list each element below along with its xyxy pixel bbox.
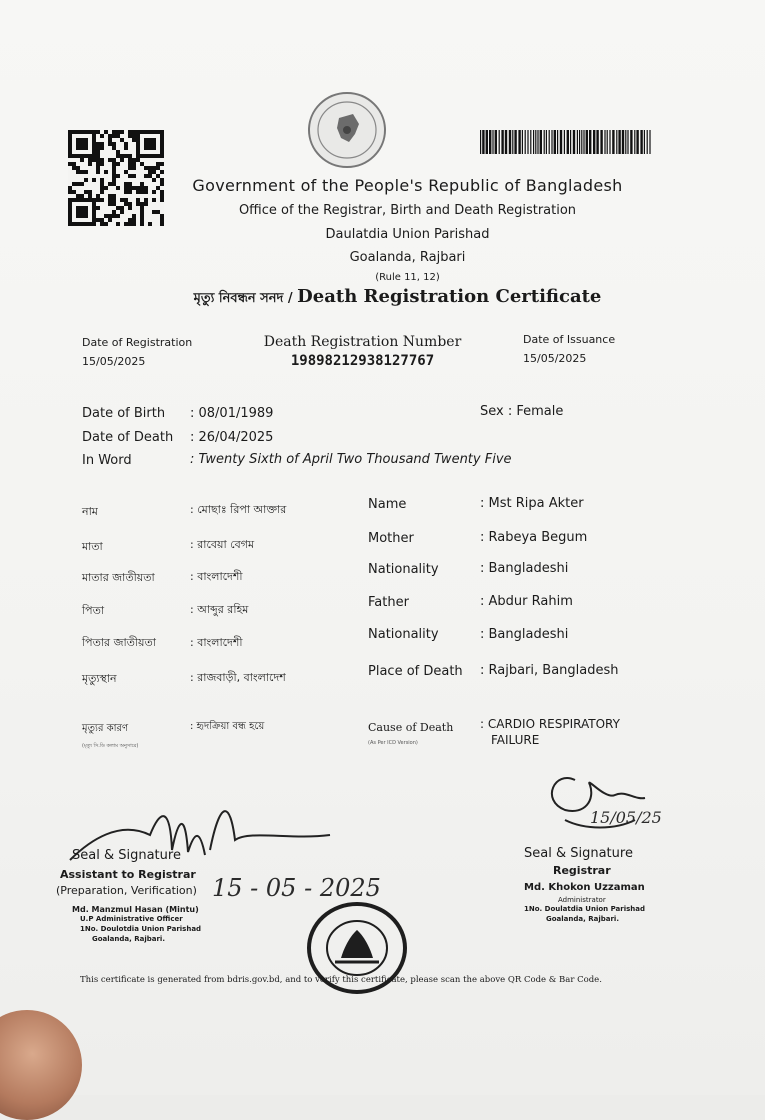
bn-mother-nationality-label: মাতার জাতীয়তা [82, 571, 155, 584]
en-mother-nationality-label: Nationality [368, 562, 439, 577]
en-cause-label: Cause of Death [368, 721, 454, 734]
en-name-value: : Mst Ripa Akter [480, 496, 584, 511]
inword-label: In Word [82, 453, 132, 468]
en-name-label: Name [368, 497, 407, 512]
certificate-title [100, 286, 695, 310]
union-name: Daulatdia Union Parishad [325, 227, 490, 242]
assistant-title: Assistant to Registrar [60, 868, 196, 881]
dob-value: : 08/01/1989 [190, 406, 274, 421]
en-place-of-death-value: : Rajbari, Bangladesh [480, 663, 619, 678]
en-cause-note: (As Per ICD Version) [368, 740, 418, 746]
en-mother-value: : Rabeya Begum [480, 530, 588, 545]
drn-label: Death Registration Number [263, 334, 462, 350]
office-title: Office of the Registrar, Birth and Death Registration [238, 203, 577, 218]
bn-name-label: নাম [82, 505, 98, 518]
assistant-stamp-role: U.P Administrative Officer [80, 915, 183, 923]
date-of-issuance-value: 15/05/2025 [523, 352, 587, 365]
dob-label: Date of Birth [82, 406, 166, 421]
bn-mother-nationality-value: : বাংলাদেশী [190, 570, 243, 583]
en-cause-value-line2: FAILURE [491, 733, 540, 747]
date-of-registration-value: 15/05/2025 [82, 355, 146, 368]
bn-father-nationality-label: পিতার জাতীয়তা [82, 636, 156, 649]
registrar-signature-icon [535, 760, 695, 850]
thumb-in-photo [0, 1010, 82, 1120]
bn-cause-note: (মৃত্যু সি.ডি কলাম অনুসারে) [82, 743, 139, 749]
bn-cause-value: : হৃদক্রিয়া বন্ধ হয়ে [190, 721, 265, 732]
en-mother-nationality-value: : Bangladeshi [480, 561, 569, 576]
bn-father-label: পিতা [82, 604, 105, 617]
assistant-stamp-name: Md. Manzmul Hasan (Mintu) [72, 905, 199, 914]
en-mother-label: Mother [368, 531, 414, 546]
en-father-label: Father [368, 595, 409, 610]
certificate-title-en: Death Registration Certificate [297, 286, 602, 307]
en-father-nationality-value: : Bangladeshi [480, 627, 569, 642]
dod-value: : 26/04/2025 [190, 430, 274, 445]
bn-mother-value: : রাবেয়া বেগম [190, 538, 255, 551]
registrar-stamp-role: Administrator [558, 896, 606, 904]
bn-father-value: : আব্দুর রহিম [190, 603, 249, 616]
bn-cause-label: মৃত্যুর কারণ [82, 723, 129, 734]
barcode-icon[interactable] [480, 130, 652, 154]
registrar-stamp-name: Md. Khokon Uzzaman [524, 882, 645, 893]
government-title: Government of the People's Republic of Bangladesh [192, 176, 623, 195]
date-of-registration-label: Date of Registration [82, 336, 193, 349]
inword-value: : Twenty Sixth of April Two Thousand Twenty Five [190, 452, 512, 467]
en-cause-value-line1: : CARDIO RESPIRATORY [480, 717, 620, 731]
assistant-seal-label: Seal & Signature [72, 848, 181, 863]
bn-father-nationality-value: : বাংলাদেশী [190, 636, 243, 649]
assistant-stamp-office: 1No. Doulotdia Union Parishad [80, 925, 202, 933]
registrar-seal-label: Seal & Signature [524, 846, 633, 861]
rule-reference: (Rule 11, 12) [375, 272, 440, 283]
assistant-subtitle: (Preparation, Verification) [56, 884, 197, 897]
sex: Sex : Female [480, 404, 564, 419]
en-father-value: : Abdur Rahim [480, 594, 573, 609]
registrar-stamp-location: Goalanda, Rajbari. [546, 915, 619, 923]
bn-mother-label: মাতা [82, 540, 103, 553]
location: Goalanda, Rajbari [349, 250, 466, 265]
date-of-issuance-label: Date of Issuance [523, 333, 616, 346]
certificate-title-bn: মৃত্যু নিবন্ধন সনদ / [193, 291, 298, 306]
en-place-of-death-label: Place of Death [368, 664, 463, 679]
en-father-nationality-label: Nationality [368, 627, 439, 642]
drn-value: 19898212938127767 [290, 353, 435, 369]
bn-place-of-death-value: : রাজবাড়ী, বাংলাদেশ [190, 671, 286, 684]
registrar-handwritten-date: 15/05/25 [590, 808, 662, 827]
footer-note: This certificate is generated from bdris.gov.bd, and to verify this certificate, please scan the above QR Code & Bar Code. [80, 975, 602, 985]
assistant-stamp-location: Goalanda, Rajbari. [92, 935, 165, 943]
registrar-stamp-office: 1No. Doulatdia Union Parishad [524, 905, 645, 913]
bn-name-value: : মোছাঃ রিপা আক্তার [190, 503, 287, 516]
registrar-title: Registrar [553, 864, 611, 877]
dod-label: Date of Death [82, 430, 174, 445]
bn-place-of-death-label: মৃত্যুস্থান [82, 672, 117, 685]
handwritten-date: 15 - 05 - 2025 [212, 874, 381, 902]
government-seal-icon [305, 90, 389, 170]
